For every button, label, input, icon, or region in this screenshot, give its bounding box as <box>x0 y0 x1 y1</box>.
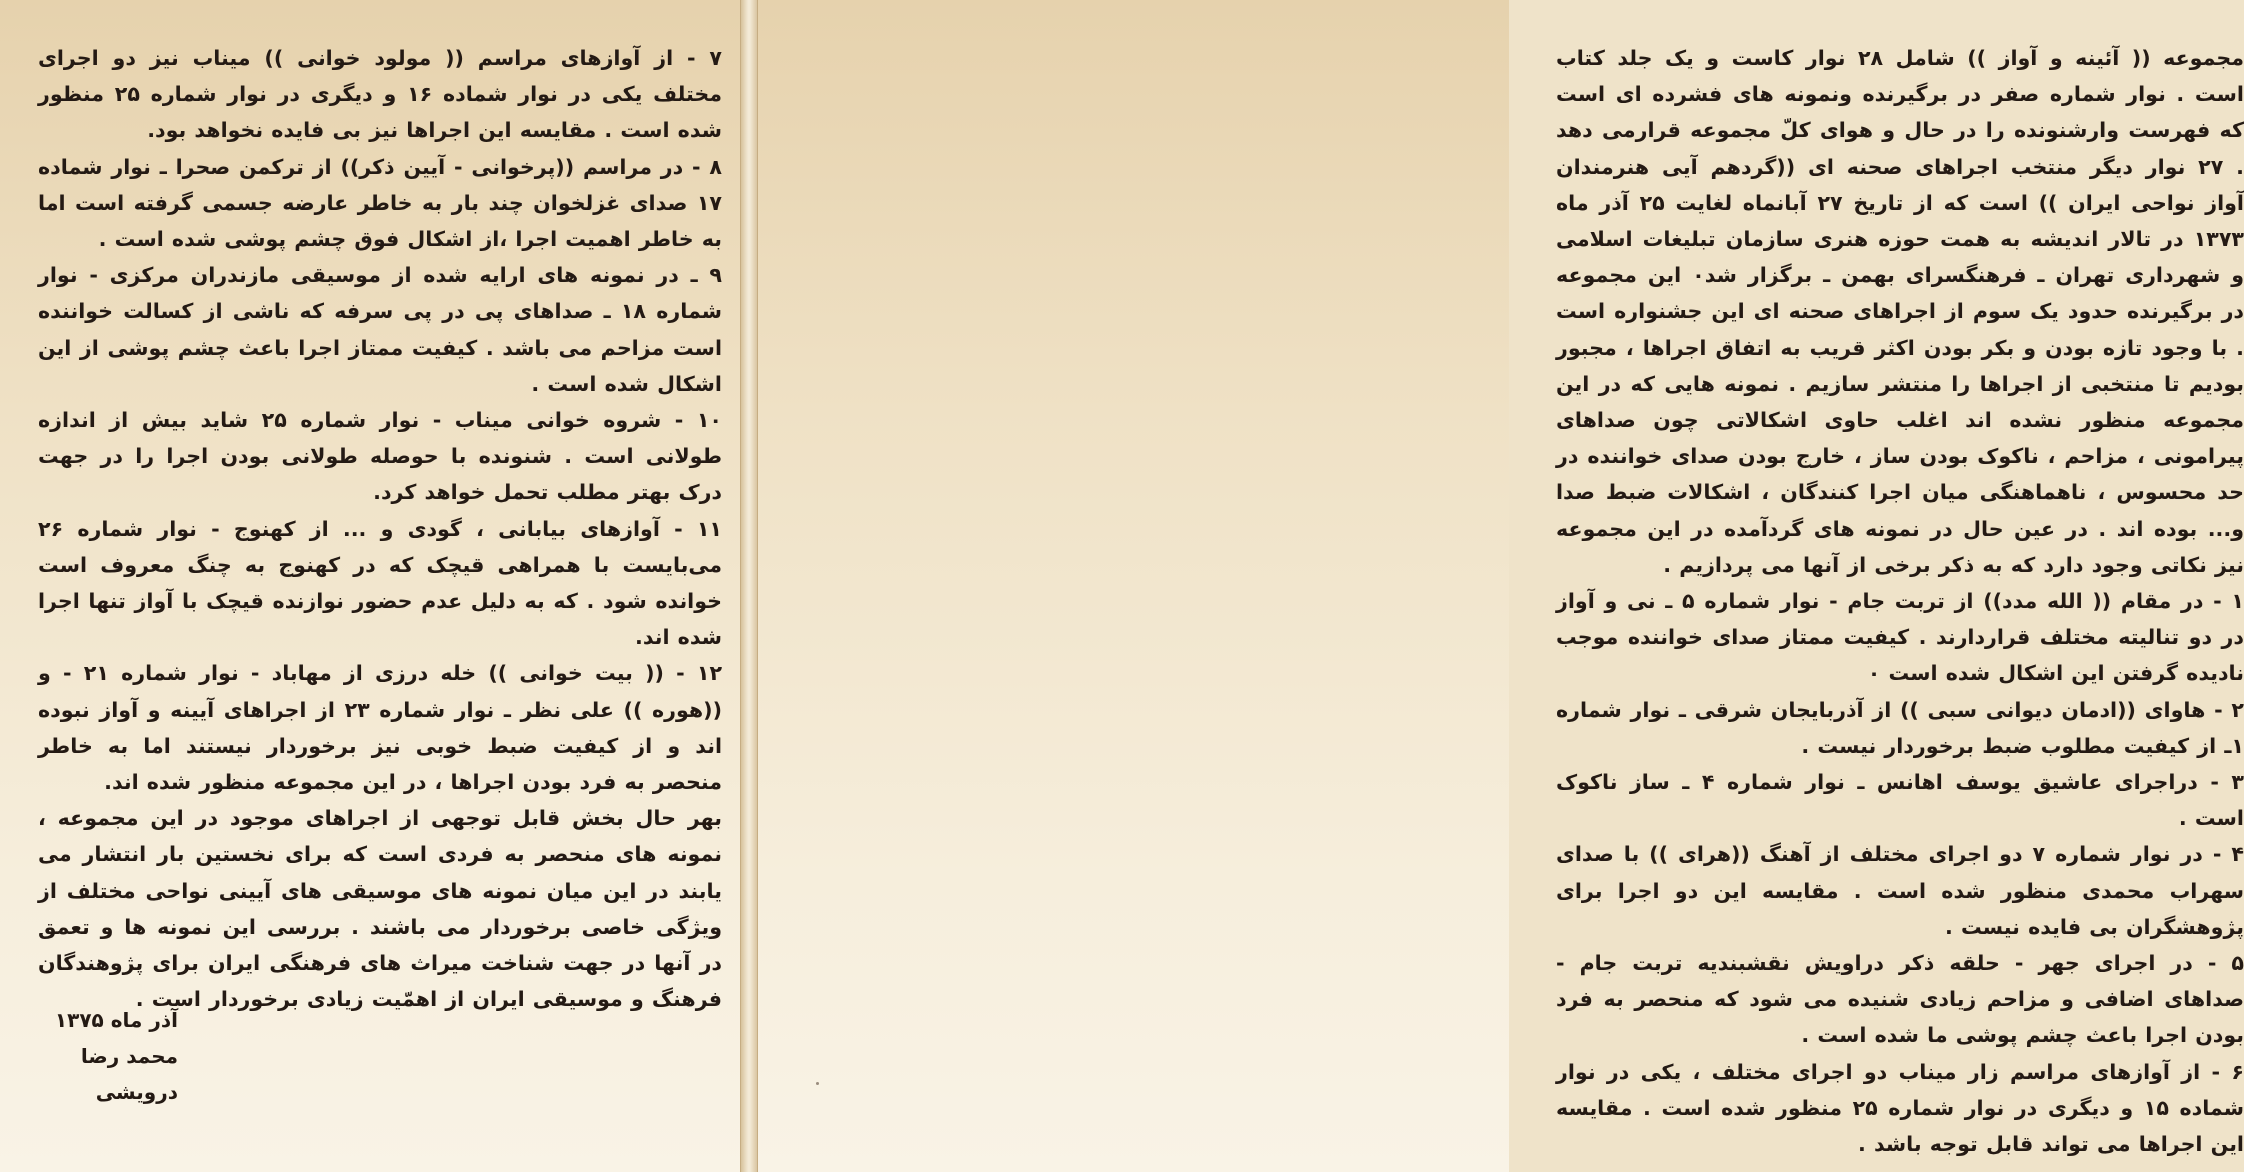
paragraph-item-12: ۱۲ - (( بیت خوانی )) خله درزی از مهاباد - نوار شماره ۲۱ - و ((هوره )) علی نظر ـ نوار شماره ۲۳ از اجراهای آیینه و آواز نبوده اند و از کیفیت ضبط خوبی نیز برخوردار نیستند اما به خاطر منحصر به فرد بودن اجراها ، در این مجموعه منظور شده اند. <box>38 661 723 795</box>
paragraph-item-10: ۱۰ - شروه خوانی میناب - نوار شماره ۲۵ شاید بیش از اندازه طولانی است . شنونده با حوصله طولانی بودن اجرا را در جهت درک بهتر مطلب تحمل خواهد کرد. <box>38 408 722 505</box>
paragraph-item-7: ۷ - از آوازهای مراسم (( مولود خوانی )) میناب نیز دو اجرای مختلف یکی در نوار شماده ۱۶ و دیگری در نوار شماره ۲۵ منظور شده است . مقایسه این اجراها نیز بی فایده نخواهد بود. <box>38 46 723 143</box>
right-page <box>758 0 2244 1172</box>
left-page-text <box>38 40 723 1012</box>
paper-speck <box>816 1082 819 1085</box>
right-page-text <box>1556 40 2244 1157</box>
page-fold <box>740 0 758 1172</box>
paragraph-item-1: ۱ - در مقام (( الله مدد)) از تربت جام - نوار شماره ۵ ـ نی و آواز در دو تنالیته مختلف قراردارند . کیفیت ممتاز صدای خواننده موجب نادیده گرفتن این اشکال شده است ٠ <box>1556 589 2244 686</box>
signature-block <box>20 1002 178 1110</box>
paragraph-item-6: ۶ - از آوازهای مراسم زار میناب دو اجرای مختلف ، یکی در نوار شماده ۱۵ و دیگری در نوار شماره ۲۵ منظور شده است . مقایسه این اجراها می تواند قابل توجه باشد . <box>1556 1059 2244 1157</box>
paragraph-item-5: ۵ - در اجرای جهر - حلقه ذکر دراویش نقشبندیه تربت جام - صداهای اضافی و مزاحم زیادی شنیده می شود که منحصر به فرد بودن اجرا باعث چشم پوشی ما شده است . <box>1556 951 2244 1048</box>
paragraph-closing: بهر حال بخش قابل توجهی از اجراهای موجود در این مجموعه ، نمونه های منحصر به فردی است که برای نخستین بار انتشار می یابند در این میان نمونه های موسیقی های آیینی نواحی مختلف از ویژگی خاصی برخوردار می باشند . بررسی این نمونه ها و تعمق در آنها در جهت شناخت میراث های فرهنگی ایران برای پژوهندگان فرهنگ و موسیقی ایران از اهمّیت زیادی برخوردار است . <box>38 806 722 1012</box>
signature-date: آذر ماه ۱۳۷۵ <box>54 1008 178 1032</box>
paragraph-item-2: ۲ - هاوای ((ادمان دیوانی سبی )) از آذربایجان شرقی ـ نوار شماره ۱ـ از کیفیت مطلوب ضبط برخوردار نیست . <box>1556 697 2244 758</box>
signature-author: محمد رضا درویشی <box>80 1044 178 1104</box>
paragraph-item-11: ۱۱ - آوازهای بیابانی ، گودی و ... از کهنوج - نوار شماره ۲۶ می‌بایست با همراهی قیچک که در کهنوج به چنگ معروف است خوانده شود . که به دلیل عدم حضور نوازنده قیچک با آواز تنها اجرا شده اند. <box>38 516 722 650</box>
paragraph-item-3: ۳ - دراجرای عاشیق یوسف اهانس ـ نوار شماره ۴ ـ ساز ناکوک است . <box>1556 770 2244 831</box>
paragraph-intro: مجموعه (( آئینه و آواز )) شامل ۲۸ نوار کاست و یک جلد کتاب است . نوار شماره صفر در برگیرنده ونمونه های فشرده ای است که فهرست وارشنونده را در حال و هوای کلّ مجموعه قرارمی دهد . ۲۷ نوار دیگر منتخب اجراهای صحنه ای ((گردهم آیی هنرمندان آواز نواحی ایران )) است که از تاریخ ۲۷ آبانماه لغایت ۲۵ آذر ماه ۱۳۷۳ در تالار اندیشه به همت حوزه هنری سازمان تبلیغات اسلامی و شهرداری تهران ـ فرهنگسرای بهمن ـ برگزار شد٠ این مجموعه در برگیرنده حدود یک سوم از اجراهای صحنه ای این جشنواره است . با وجود تازه بودن و بکر بودن اکثر قریب به اتفاق اجراها ، مجبور بودیم تا منتخبی از اجراها را منتشر سازیم . نمونه هایی که در این مجموعه منظور نشده اند اغلب حاوی اشکالاتی چون صداهای پیرامونی ، مزاحم ، ناکوک بودن ساز ، خارج بودن صدای خواننده در حد محسوس ، ناهماهنگی میان اجرا کنندگان ، اشکالات ضبط صدا و... بوده اند . در عین حال در نمونه های گردآمده در این مجموعه نیز نکاتی وجود دارد که به ذکر برخی از آنها می پردازیم . <box>1556 46 2244 577</box>
paragraph-item-4: ۴ - در نوار شماره ۷ دو اجرای مختلف از آهنگ ((هرای )) با صدای سهراب محمدی منظور شده است . مقایسه این دو اجرا برای پژوهشگران بی فایده نیست . <box>1556 842 2244 939</box>
left-page <box>0 0 740 1172</box>
paragraph-item-9: ۹ ـ در نمونه های ارایه شده از موسیقی مازندران مرکزی - نوار شماره ۱۸ ـ صداهای پی در پی سرفه که ناشی از کسالت خواننده است مزاحم می باشد . کیفیت ممتاز اجرا باعث چشم پوشی از این اشکال شده است . <box>38 263 722 396</box>
paragraph-item-8: ۸ - در مراسم ((پرخوانی - آیین ذکر)) از ترکمن صحرا ـ نوار شماده ۱۷ صدای غزلخوان چند بار به خاطر عارضه جسمی گرفته است اما به خاطر اهمیت اجرا ،از اشکال فوق چشم پوشی شده است . <box>38 154 722 252</box>
